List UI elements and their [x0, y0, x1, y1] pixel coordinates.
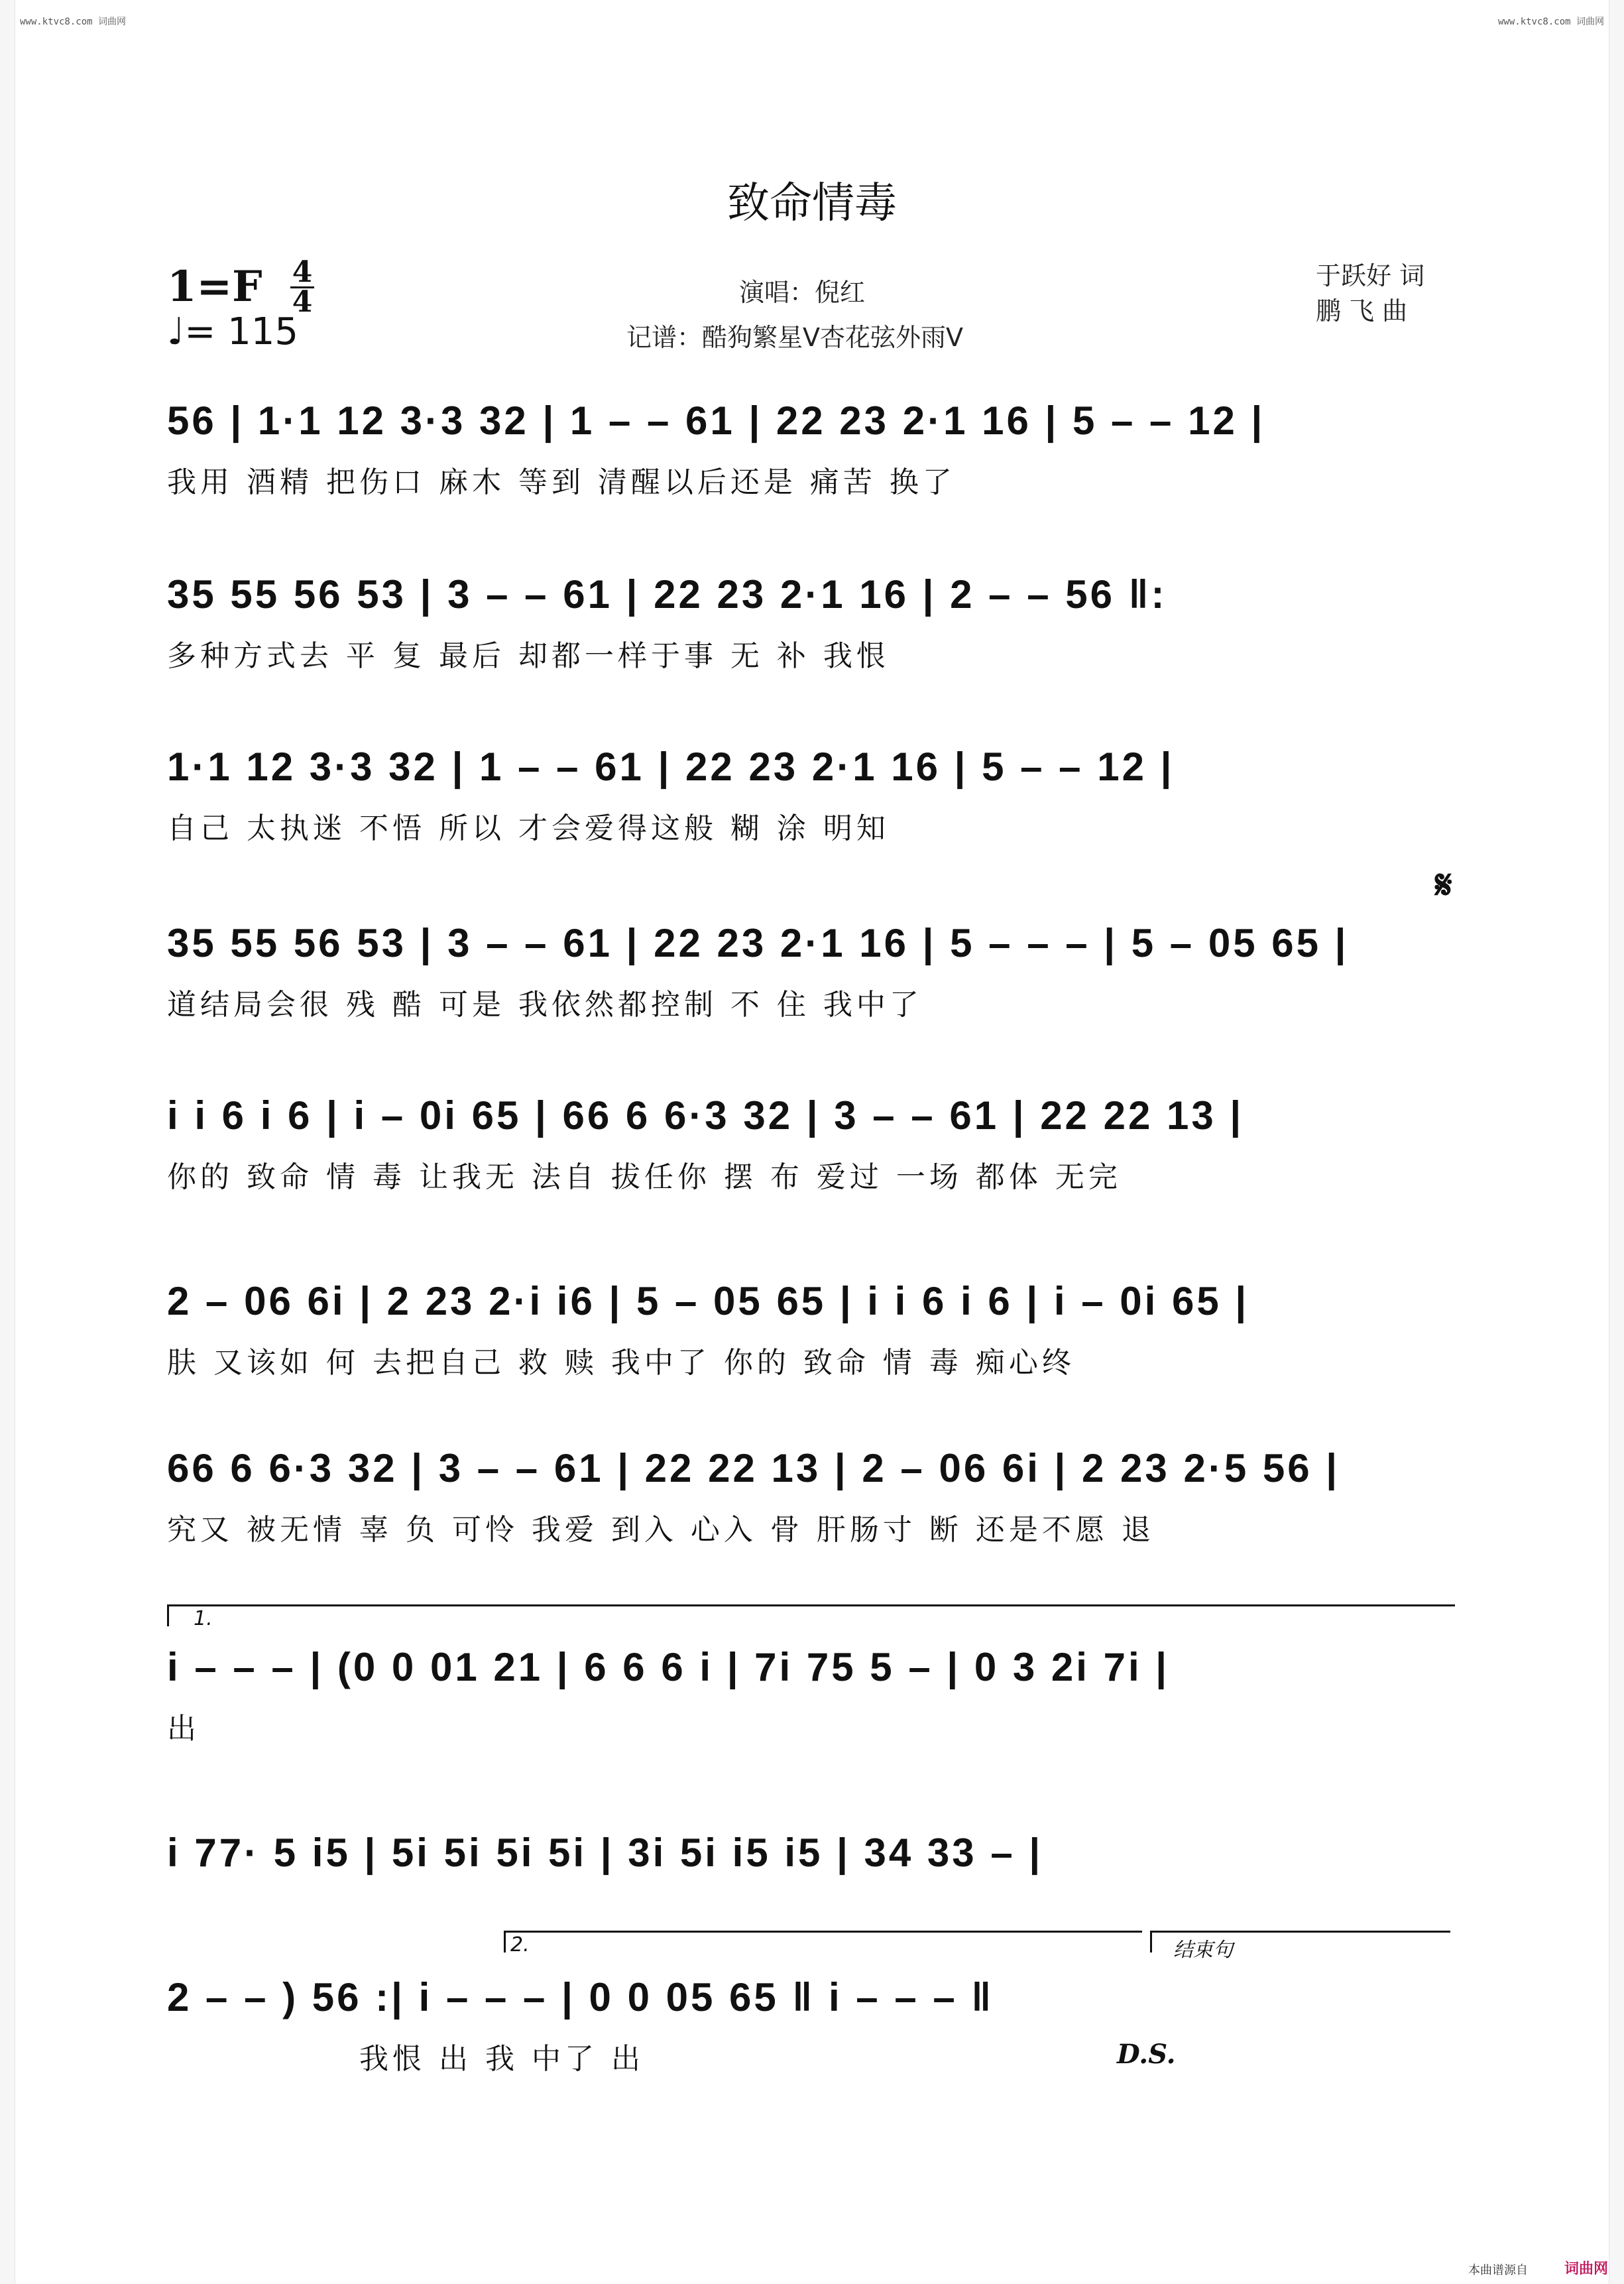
site-tag-right: www.ktvc8.com 词曲网 [1497, 17, 1604, 27]
song-title: 致命情毒 [727, 179, 897, 228]
notation-line: i i 6 i 6 | i – 0i 65 | 66 6 6·3 32 | 3 – – 61 | 22 22 13 | [167, 1093, 1244, 1138]
notation-line: 2 – – ) 56 :| i – – – | 0 0 05 65 ‖ i – – – ‖ [167, 1975, 994, 2019]
composer-credit: 鹏 飞 曲 [1316, 296, 1408, 326]
segno-sign: 𝄋 [1435, 862, 1452, 908]
volta-2-bracket [504, 1931, 1142, 1953]
notation-line: i 77· 5 i5 | 5i 5i 5i 5i | 3i 5i i5 i5 | 34 33 – | [167, 1831, 1043, 1875]
time-signature [290, 255, 314, 319]
footer-source: 本曲谱源自 [1468, 2263, 1528, 2277]
lyrics-line: 自己 太执迷 不悟 所以 才会爱得这般 糊 涂 明知 [167, 811, 890, 845]
score-row-4 [167, 920, 1460, 1023]
lyrics-line: 多种方式去 平 复 最后 却都一样于事 无 补 我恨 [167, 639, 890, 673]
notation-line: i – – – | (0 0 01 21 | 6 6 6 i | 7i 75 5 – | 0 3 2i 7i | [167, 1645, 1170, 1689]
notation-line: 2 – 06 6i | 2 23 2·i i6 | 5 – 05 65 | i i 6 i 6 | i – 0i 65 | [167, 1279, 1249, 1323]
score-row-7 [167, 1445, 1460, 1548]
volta-1-bracket [167, 1604, 1455, 1626]
left-margin-strip [0, 0, 15, 2284]
score-row-1 [167, 398, 1460, 501]
time-signature-bottom: 4 [292, 285, 313, 319]
score-row-9 [167, 1830, 1460, 1876]
lyrics-line: 你的 致命 情 毒 让我无 法自 拔任你 摆 布 爱过 一场 都体 无完 [167, 1160, 1122, 1194]
notation-line: 1·1 12 3·3 32 | 1 – – 61 | 22 23 2·1 16 | 5 – – 12 | [167, 745, 1175, 789]
score-row-5 [167, 1093, 1460, 1195]
notation-line: 66 6 6·3 32 | 3 – – 61 | 22 22 13 | 2 – 06 6i | 2 23 2·5 56 | [167, 1446, 1340, 1490]
lyrics-line: 我恨 出 我 中了 出 [359, 2042, 644, 2076]
transcriber-credit: 记谱：酷狗繁星V杏花弦外雨V [626, 323, 963, 352]
lyrics-line: 道结局会很 残 酷 可是 我依然都控制 不 住 我中了 [167, 988, 923, 1022]
notation-line: 35 55 56 53 | 3 – – 61 | 22 23 2·1 16 | 2 – – 56 ‖: [167, 572, 1167, 617]
lyrics-line: 肤 又该如 何 去把自己 救 赎 我中了 你的 致命 情 毒 痴心终 [167, 1346, 1075, 1380]
dal-segno-mark: D.S. [1117, 2039, 1176, 2070]
key-signature: 1=F [167, 262, 262, 312]
footer-logo: 词曲网 [1564, 2261, 1609, 2277]
singer-credit: 演唱：倪红 [739, 278, 866, 307]
score-row-8 [167, 1644, 1460, 1747]
volta-1-label: 1. [194, 1607, 213, 1630]
score-row-6 [167, 1278, 1460, 1381]
ending-label: 结束句 [1173, 1939, 1233, 1962]
site-tag-left: www.ktvc8.com 词曲网 [20, 17, 127, 27]
time-signature-top: 4 [292, 255, 313, 289]
notation-line: 56 | 1·1 12 3·3 32 | 1 – – 61 | 22 23 2·1 16 | 5 – – 12 | [167, 398, 1265, 443]
lyrics-line: 我用 酒精 把伤口 麻木 等到 清醒以后还是 痛苦 换了 [167, 465, 956, 499]
score-row-2 [167, 571, 1460, 674]
score-row-3 [167, 744, 1460, 847]
lyrics-line: 究又 被无情 辜 负 可怜 我爱 到入 心入 骨 肝肠寸 断 还是不愿 退 [167, 1513, 1155, 1547]
notation-line: 35 55 56 53 | 3 – – 61 | 22 23 2·1 16 | 5 – – – | 5 – 05 65 | [167, 921, 1349, 965]
tempo-marking: ♩= 115 [167, 310, 299, 353]
right-margin-strip [1609, 0, 1624, 2284]
volta-2-label: 2. [510, 1933, 530, 1956]
score-row-10 [167, 1974, 1460, 2077]
lyricist-credit: 于跃好 词 [1316, 261, 1425, 290]
lyrics-line: 出 [167, 1712, 200, 1746]
